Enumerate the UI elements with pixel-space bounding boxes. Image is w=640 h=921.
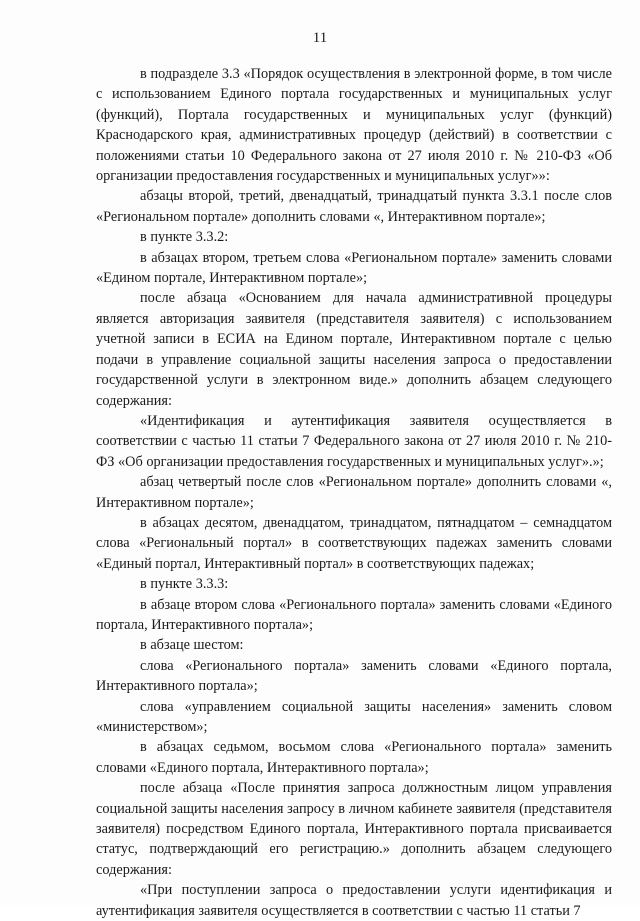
paragraph: в пункте 3.3.2: xyxy=(140,229,229,246)
paragraph: слова «Регионального портала» заменить словами «Единого портала, Интерактивного портала»; xyxy=(96,657,612,695)
paragraph: после абзаца «Основанием для начала административной процедуры является авторизация заявителя (представителя заявителя) с использованием учетной записи в ЕСИА на Едином портале, Интерактивном портале с целью подачи в управление социальной защиты населения запроса о предоставлении государственной услуги в электронном виде.» дополнить абзацем следующего содержания: xyxy=(96,290,612,409)
paragraph: в пункте 3.3.3: xyxy=(140,576,229,593)
paragraph: абзац четвертый после слов «Региональном портале» дополнить словами «, Интерактивном портале»; xyxy=(96,474,612,511)
paragraph: абзацы второй, третий, двенадцатый, тринадцатый пункта 3.3.1 после слов «Региональном портале» дополнить словами «, Интерактивном портале»; xyxy=(96,188,612,225)
paragraph: «При поступлении запроса о предоставлении услуги идентификация и аутентификация заявителя осуществляется в соответствии с частью 11 статьи 7 xyxy=(96,882,612,919)
paragraph: в подразделе 3.3 «Порядок осуществления в электронной форме, в том числе с использованием Единого портала государственных и муниципальных услуг (функций), Портала государственных и муниципальных услуг (функций) Краснодарского края, административных процедур (действий) в соответствии с положениями статьи 10 Федерального закона от 27 июля 2010 г. № 210-ФЗ «Об организации предоставления государственных и муниципальных услуг»»: xyxy=(96,66,612,185)
paragraph: в абзацах седьмом, восьмом слова «Регионального портала» заменить словами «Единого портала, Интерактивного портала»; xyxy=(96,739,612,776)
paragraph: в абзацах десятом, двенадцатом, тринадцатом, пятнадцатом – семнадцатом слова «Региональный портал» в соответствующих падежах заменить словами «Единый портал, Интерактивный портал» в соответствующих падежах; xyxy=(96,514,612,572)
page-number: 11 xyxy=(312,30,328,46)
document-body xyxy=(96,64,612,921)
paragraph: в абзаце шестом: xyxy=(140,637,244,654)
paragraph: слова «управлением социальной защиты населения» заменить словом «министерством»; xyxy=(96,698,612,735)
paragraph: в абзацах втором, третьем слова «Региональном портале» заменить словами «Едином портале, Интерактивном портале»; xyxy=(96,249,612,287)
paragraph: после абзаца «После принятия запроса должностным лицом управления социальной защиты населения запросу в личном кабинете заявителя (представителя заявителя) посредством Единого портала, Интерактивного портала присваивается статус, подтверждающий его регистрацию.» дополнить абзацем следующего содержания: xyxy=(96,780,612,878)
paragraph: в абзаце втором слова «Регионального портала» заменить словами «Единого портала, Интерактивного портала»; xyxy=(96,596,612,633)
paragraph: «Идентификация и аутентификация заявителя осуществляется в соответствии с частью 11 статьи 7 Федерального закона от 27 июля 2010 г. № 210-ФЗ «Об организации предоставления государственных и муниципальных услуг».»; xyxy=(96,412,612,470)
